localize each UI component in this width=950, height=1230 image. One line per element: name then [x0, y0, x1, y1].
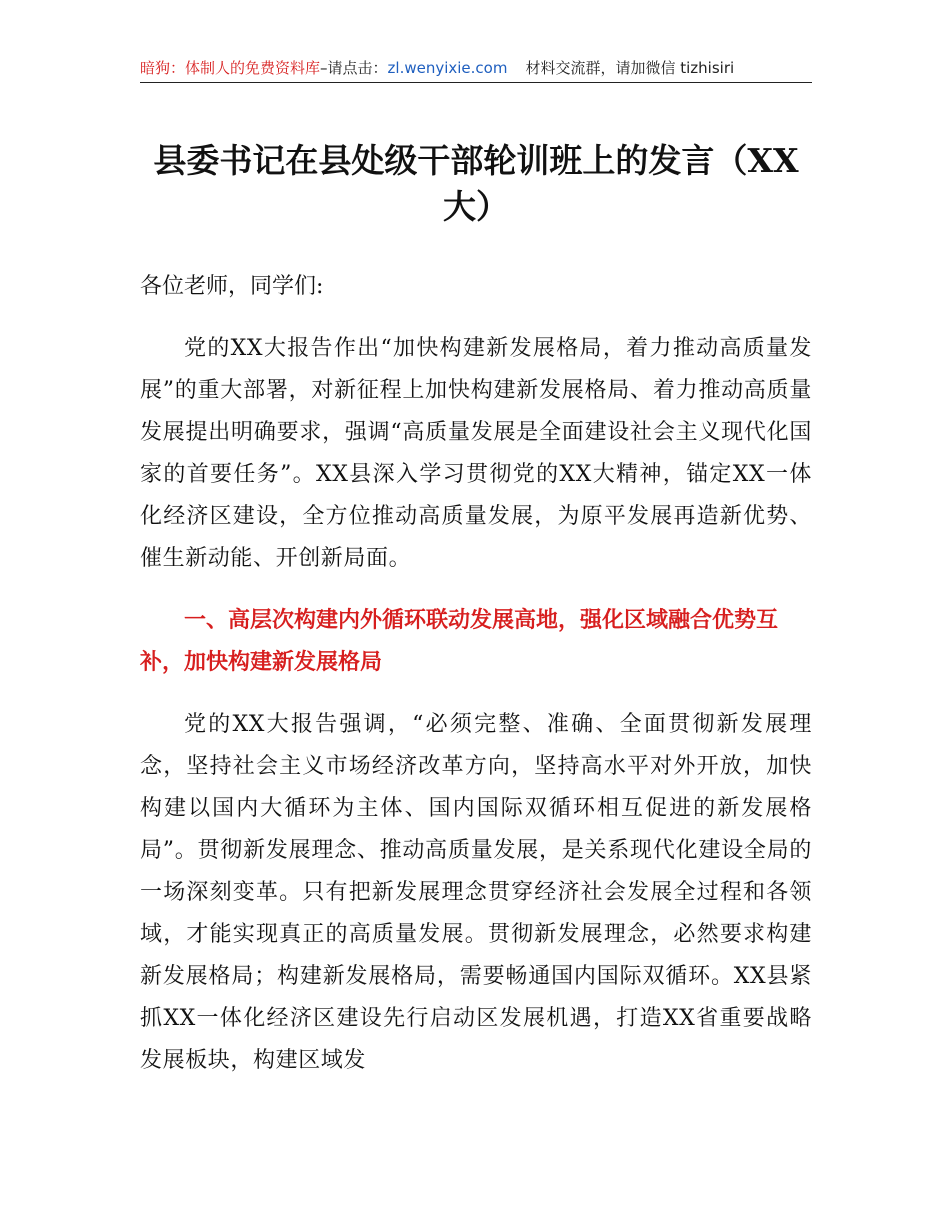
header-link[interactable]: zl.wenyixie.com [387, 59, 508, 77]
document-title: 县委书记在县处级干部轮训班上的发言（XX大） [153, 141, 799, 226]
header-group-info: 材料交流群，请加微信 tizhisiri [525, 59, 735, 77]
section-1-heading: 一、高层次构建内外循环联动发展高地，强化区域融合优势互补，加快构建新发展格局 [140, 608, 779, 675]
salutation: 各位老师，同学们: [140, 274, 324, 299]
intro-paragraph: 党的XX大报告作出“加快构建新发展格局，着力推动高质量发展”的重大部署，对新征程上加快构建新发展格局、着力推动高质量发展提出明确要求，强调“高质量发展是全面建设社会主义现代化国家的首要任务”。XX县深入学习贯彻党的XX大精神，锚定XX一体化经济区建设，全方位推动高质量发展，为原平发展再造新优势、催生新动能、开创新局面。 [140, 336, 812, 571]
page-header [140, 58, 812, 83]
header-prompt: –请点击： [320, 59, 388, 77]
section-1-paragraph: 党的XX大报告强调，“必须完整、准确、全面贯彻新发展理念，坚持社会主义市场经济改革方向，坚持高水平对外开放，加快构建以国内大循环为主体、国内国际双循环相互促进的新发展格局”。贯彻新发展理念、推动高质量发展，是关系现代化建设全局的一场深刻变革。只有把新发展理念贯穿经济社会发展全过程和各领域，才能实现真正的高质量发展。贯彻新发展理念，必然要求构建新发展格局；构建新发展格局，需要畅通国内国际双循环。XX县紧抓XX一体化经济区建设先行启动区发展机遇，打造XX省重要战略发展板块，构建区域发 [140, 712, 812, 1073]
header-brand: 暗狗：体制人的免费资料库 [140, 59, 321, 77]
document-body [140, 266, 812, 1102]
